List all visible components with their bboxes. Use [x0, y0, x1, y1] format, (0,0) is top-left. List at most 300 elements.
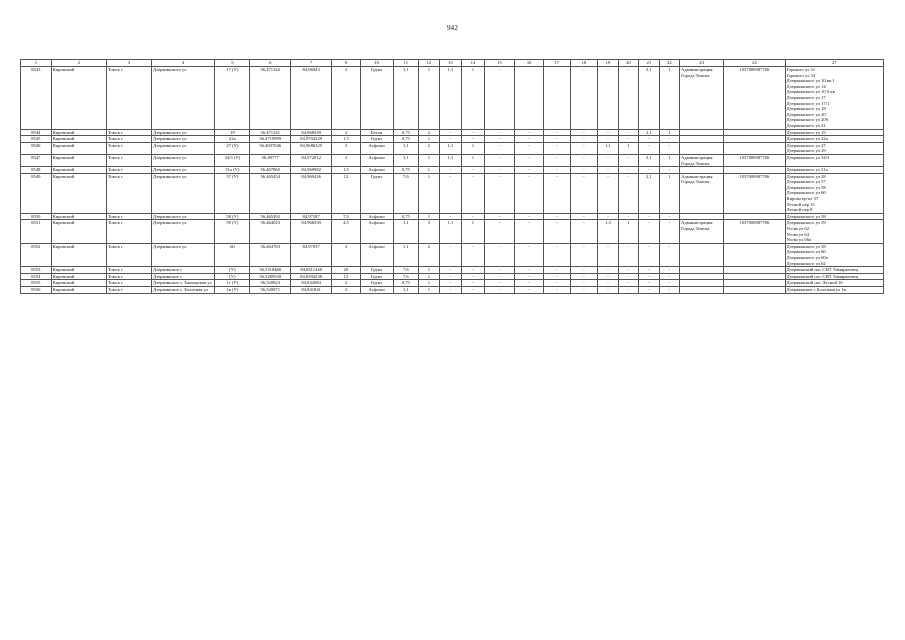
address-line: Дзержинского ул 14 [786, 83, 826, 89]
address-line: Усова ул 62 [786, 226, 809, 232]
table-cell: Томск г [106, 267, 151, 274]
table-cell: 7,5 [332, 213, 361, 220]
table-cell: 84,9686325 [291, 142, 332, 154]
table-cell: 56,5318480 [250, 267, 291, 274]
table-cell: Томск г [106, 173, 151, 213]
address-line: Дзержинского ул 58 [786, 184, 826, 190]
table-cell: - [515, 286, 544, 293]
address-line: Дзержинского ул 10 б кв [786, 89, 835, 95]
table-cell: Грунт [360, 267, 393, 274]
address-line: Дзержинского ул 58 [786, 243, 826, 249]
addresses-cell [785, 286, 883, 293]
table-cell: 84,972012 [291, 154, 332, 166]
table-cell [724, 213, 785, 220]
table-cell: 8549 [21, 173, 52, 213]
table-cell [680, 213, 724, 220]
table-cell: - [570, 67, 598, 130]
table-cell: 1037000087706 [724, 173, 785, 213]
table-cell: 56,467865 [250, 167, 291, 174]
table-cell: 1,1 [393, 142, 419, 154]
table-cell: 1 [659, 129, 679, 136]
table-cell: 59 (У) [215, 220, 250, 243]
table-row [21, 154, 884, 166]
table-cell: - [570, 280, 598, 287]
address-line: Дзержинского ул 20б [786, 117, 829, 123]
address-line: Дзержинского ул 17 [786, 94, 826, 100]
table-cell: 12 [332, 173, 361, 213]
table-cell: Дзержинское с, Болотная ул [152, 286, 215, 293]
table-cell: 1,5 [332, 167, 361, 174]
column-header: 24 [724, 60, 785, 67]
table-cell: - [618, 167, 638, 174]
table-cell: - [639, 142, 659, 154]
address-line: Дзержинский пос СНТ Тимирязевец [786, 267, 859, 273]
table-cell [680, 273, 724, 280]
table-cell [680, 267, 724, 274]
table-cell: - [618, 173, 638, 213]
table-cell: 3 [332, 142, 361, 154]
table-cell: Дзержинского ул [152, 67, 215, 130]
table-cell [680, 136, 724, 143]
table-cell: 56,471241 [250, 129, 291, 136]
table-cell: 1,3 [598, 220, 618, 243]
table-cell: 51а (У) [215, 167, 250, 174]
table-cell: - [543, 286, 570, 293]
table-cell: Кировский [51, 167, 106, 174]
table-cell: - [484, 167, 515, 174]
addresses-cell [785, 280, 883, 287]
table-cell: 84,969436 [291, 173, 332, 213]
column-header: 3 [106, 60, 151, 67]
column-header: 17 [543, 60, 570, 67]
table-cell: 1 [618, 220, 638, 243]
table-cell [543, 67, 570, 130]
table-cell: Томск г [106, 67, 151, 130]
address-line: Дзержинского ул 19 [786, 129, 826, 135]
table-cell: Томск г [106, 136, 151, 143]
table-cell: - [598, 280, 618, 287]
table-cell: Дзержинское с, Бакчарская ул [152, 280, 215, 287]
table-cell: - [543, 280, 570, 287]
table-cell: Томск г [106, 142, 151, 154]
table-cell: - [598, 213, 618, 220]
table-cell: 4,5 [332, 220, 361, 243]
table-cell: - [484, 154, 515, 166]
address-line: Дзержинский пос Лесной 16 [786, 280, 843, 286]
table-cell: 7,6 [393, 267, 419, 274]
table-cell: Томск г [106, 220, 151, 243]
table-cell: 57 (У) [215, 173, 250, 213]
table-cell: - [543, 243, 570, 266]
table-cell: - [515, 213, 544, 220]
addresses-cell [785, 129, 883, 136]
table-cell: Администрация Города Томска [680, 220, 724, 243]
table-cell: 1 [419, 273, 439, 280]
table-cell: 1 [419, 280, 439, 287]
table-cell: Дзержинского ул [152, 167, 215, 174]
table-cell [724, 267, 785, 274]
table-cell: - [659, 167, 679, 174]
table-cell: 56,4697046 [250, 142, 291, 154]
addresses-cell [785, 142, 883, 154]
column-header: 2 [51, 60, 106, 67]
table-cell: - [515, 273, 544, 280]
table-cell: - [570, 286, 598, 293]
column-header: 1 [21, 60, 52, 67]
table-cell: 1 [462, 154, 485, 166]
table-cell: 2 [332, 67, 361, 130]
table-cell: - [462, 173, 485, 213]
table-cell: 84,966339 [291, 220, 332, 243]
table-cell: Асфальт [360, 220, 393, 243]
table-cell: Томск г [106, 154, 151, 166]
table-cell: - [543, 220, 570, 243]
addresses-cell [785, 267, 883, 274]
address-line: Дзержинского ул 60а [786, 255, 828, 260]
table-cell: 2 [332, 154, 361, 166]
table-cell: 1 [419, 67, 439, 130]
column-header-row [21, 60, 884, 67]
table-cell: Кировский [51, 173, 106, 213]
addresses-cell [785, 136, 883, 143]
table-cell: - [543, 273, 570, 280]
table-cell: Томск г [106, 129, 151, 136]
table-cell: 1,1 [439, 154, 462, 166]
table-cell: 2,1 [639, 173, 659, 213]
table-cell: Томск г [106, 286, 151, 293]
table-cell: 8552 [21, 243, 52, 266]
table-cell: Томск г [106, 167, 151, 174]
table-cell: (У) [215, 273, 250, 280]
table-cell: Грунт [360, 280, 393, 287]
table-cell: 1,1 [439, 220, 462, 243]
table-cell: Грунт [360, 136, 393, 143]
table-cell: 19 [215, 129, 250, 136]
address-line: Дзержинское с Болотная ул 1в [786, 286, 846, 292]
table-cell: - [515, 220, 544, 243]
table-cell: Кировский [51, 267, 106, 274]
table-cell: Дзержинского ул [152, 243, 215, 266]
table-cell: - [639, 220, 659, 243]
table-cell: - [570, 154, 598, 166]
table-cell: - [659, 220, 679, 243]
table-cell: 22а [215, 136, 250, 143]
table-cell: - [515, 173, 544, 213]
table-cell: - [462, 213, 485, 220]
table-cell: - [515, 280, 544, 287]
column-header: 4 [152, 60, 215, 67]
table-cell: - [639, 243, 659, 266]
table-cell: 56,465454 [250, 173, 291, 213]
table-cell: - [439, 136, 462, 143]
address-line: Кирова пр-кт 37 [786, 196, 819, 202]
addresses-cell [785, 220, 883, 243]
table-row [21, 142, 884, 154]
table-cell: 12 [332, 273, 361, 280]
table-cell: - [515, 142, 544, 154]
table-cell: - [639, 273, 659, 280]
table-cell: Асфальт [360, 167, 393, 174]
table-cell: 1 [659, 67, 679, 130]
table-cell: - [598, 273, 618, 280]
address-line: Горького ул 33 [786, 72, 816, 78]
table-cell: - [543, 267, 570, 274]
table-cell: 1 [659, 154, 679, 166]
table-cell [724, 243, 785, 266]
addresses-cell [785, 213, 883, 220]
address-line: Горького ул 31 [786, 67, 816, 72]
table-cell: 1 [419, 136, 439, 143]
address-line: Дзержинского ул 57 [786, 179, 826, 185]
table-cell: Кировский [51, 280, 106, 287]
table-cell: 56,520871 [250, 286, 291, 293]
table-cell: 2 [332, 280, 361, 287]
column-header: 20 [618, 60, 638, 67]
table-cell: Кировский [51, 129, 106, 136]
table-cell: Грунт [360, 273, 393, 280]
table-cell: Асфальт [360, 154, 393, 166]
table-cell: Дзержинского ул [152, 129, 215, 136]
column-header: 11 [393, 60, 419, 67]
table-cell: 2,1 [639, 129, 659, 136]
address-line: Дзержинского ул 59 [786, 220, 826, 226]
table-cell: 8544 [21, 129, 52, 136]
table-cell: 1037000087706 [724, 154, 785, 166]
column-header: 21 [639, 60, 659, 67]
table-cell: - [570, 173, 598, 213]
address-line: Дзержинского ул 20 [786, 111, 826, 117]
table-row [21, 167, 884, 174]
table-cell: 1,1 [393, 154, 419, 166]
address-line: Дзержинского ул 10 кв 1 [786, 78, 835, 84]
addresses-cell [785, 154, 883, 166]
table-cell: 1,1 [393, 243, 419, 266]
table-cell: 56,464763 [250, 243, 291, 266]
table-cell: Асфальт [360, 213, 393, 220]
table-cell: 56,465492 [250, 213, 291, 220]
table-cell: Дзержинского ул [152, 173, 215, 213]
table-cell: 0,75 [393, 280, 419, 287]
table-cell: 8550 [21, 213, 52, 220]
address-line: Дзержинского ул 22а [786, 136, 828, 142]
table-cell: - [543, 136, 570, 143]
table-cell: Администрация Города Томска [680, 154, 724, 166]
table-cell: Томск г [106, 243, 151, 266]
table-row [21, 129, 884, 136]
addresses-cell [785, 273, 883, 280]
table-cell: Дзержинского ул [152, 154, 215, 166]
table-cell: Дзержинского ул [152, 142, 215, 154]
table-cell: - [598, 286, 618, 293]
table-cell: 84,969982 [291, 167, 332, 174]
table-cell: - [618, 154, 638, 166]
table-cell: 8554 [21, 273, 52, 280]
table-cell: 84,841841 [291, 286, 332, 293]
column-header: 16 [515, 60, 544, 67]
table-cell: 1037000087706 [724, 67, 785, 130]
table-cell: Дзержинского ул [152, 220, 215, 243]
table-cell: Дзержинское с [152, 273, 215, 280]
table-cell: - [639, 286, 659, 293]
table-cell: Кировский [51, 142, 106, 154]
column-header: 6 [250, 60, 291, 67]
table-cell: 1в (У) [215, 286, 250, 293]
column-header: 18 [570, 60, 598, 67]
table-cell: Кировский [51, 136, 106, 143]
table-cell [680, 286, 724, 293]
table-cell: 84,96943 [291, 67, 332, 130]
table-cell: - [570, 273, 598, 280]
table-cell: 1 [462, 67, 485, 130]
table-row [21, 67, 884, 130]
table-cell: Кировский [51, 154, 106, 166]
table-cell: Кировский [51, 213, 106, 220]
table-cell: - [439, 267, 462, 274]
table-cell: - [462, 267, 485, 274]
table-cell: - [484, 273, 515, 280]
table-cell: - [659, 243, 679, 266]
table-cell: Томск г [106, 273, 151, 280]
table-cell: - [462, 280, 485, 287]
table-cell [724, 167, 785, 174]
table-cell: Грунт [360, 67, 393, 130]
table-cell: 2 [419, 129, 439, 136]
table-cell: 1,1 [439, 67, 462, 130]
table-cell [515, 67, 544, 130]
table-cell: - [515, 167, 544, 174]
address-line: Дзержинский пос СНТ Тимирязевец [786, 273, 859, 279]
table-cell: - [570, 243, 598, 266]
table-cell: Администрация Города Томска [680, 67, 724, 130]
table-cell: 58 (У) [215, 213, 250, 220]
column-header: 9 [332, 60, 361, 67]
table-cell: Бетон [360, 129, 393, 136]
table-cell: - [484, 286, 515, 293]
table-cell: 0,75 [393, 167, 419, 174]
table-cell: 84,97037 [291, 243, 332, 266]
table-cell: 8551 [21, 220, 52, 243]
table-cell: Кировский [51, 286, 106, 293]
table-cell: - [484, 136, 515, 143]
table-cell: - [618, 136, 638, 143]
table-cell: 1 [419, 286, 439, 293]
table-cell: 8546 [21, 142, 52, 154]
table-cell: 3 [419, 220, 439, 243]
table-cell: 56,520823 [250, 280, 291, 287]
table-cell: - [462, 243, 485, 266]
table-cell: - [484, 280, 515, 287]
table-cell: 1,1 [393, 220, 419, 243]
table-cell: 7,6 [393, 173, 419, 213]
table-cell: - [484, 220, 515, 243]
address-line: Дзержинского ул 28 [786, 173, 826, 179]
table-cell: - [570, 129, 598, 136]
table-cell: 3 [332, 243, 361, 266]
table-cell: 27 (У) [215, 142, 250, 154]
address-line: Дзержинского ул 34/3 [786, 154, 830, 160]
column-header: 15 [484, 60, 515, 67]
table-cell: - [484, 267, 515, 274]
table-cell: 2 [332, 129, 361, 136]
addresses-cell [785, 67, 883, 130]
table-cell [680, 243, 724, 266]
table-cell: Кировский [51, 273, 106, 280]
table-cell [724, 129, 785, 136]
table-cell: - [515, 267, 544, 274]
table-cell: - [598, 267, 618, 274]
table-cell: 1,5 [332, 136, 361, 143]
table-cell: - [598, 167, 618, 174]
table-cell: 8547 [21, 154, 52, 166]
table-cell: Дзержинское с [152, 267, 215, 274]
table-cell [680, 129, 724, 136]
table-cell: 1,1 [393, 67, 419, 130]
table-cell: 0,75 [393, 136, 419, 143]
table-cell: Кировский [51, 243, 106, 266]
table-cell: - [543, 129, 570, 136]
table-cell: - [462, 167, 485, 174]
table-cell: - [484, 173, 515, 213]
address-line: Дзержинского ул 51а [786, 167, 828, 173]
table-cell: - [543, 154, 570, 166]
table-cell: - [659, 286, 679, 293]
address-line: Дзержинского ул 27 [786, 142, 826, 148]
table-cell: - [598, 67, 618, 130]
table-row [21, 286, 884, 293]
table-cell: - [439, 129, 462, 136]
table-cell: - [618, 273, 638, 280]
table-cell: 1 [419, 173, 439, 213]
table-cell: - [484, 213, 515, 220]
table-cell: - [484, 129, 515, 136]
column-header: 10 [360, 60, 393, 67]
table-cell: 0,75 [393, 213, 419, 220]
table-cell: - [659, 280, 679, 287]
addresses-cell [785, 173, 883, 213]
table-cell: - [570, 167, 598, 174]
address-line: Усова ул 66а [786, 237, 812, 243]
table-cell [724, 273, 785, 280]
table-cell [724, 286, 785, 293]
table-cell: 1037000087706 [724, 220, 785, 243]
table-cell: 84,968339 [291, 129, 332, 136]
column-header: 14 [462, 60, 485, 67]
table-cell: 1 [618, 142, 638, 154]
table-cell: - [659, 136, 679, 143]
table-cell: - [639, 213, 659, 220]
table-cell: 56,49777 [250, 154, 291, 166]
table-cell: 0,75 [393, 129, 419, 136]
table-cell: 1 [419, 213, 439, 220]
column-header: 13 [439, 60, 462, 67]
table-cell [680, 167, 724, 174]
table-cell: Кировский [51, 220, 106, 243]
table-cell: 1 [419, 167, 439, 174]
page-number: 942 [446, 24, 459, 32]
table-cell: - [570, 220, 598, 243]
table-cell: - [462, 129, 485, 136]
table-cell: - [515, 129, 544, 136]
table-cell [724, 136, 785, 143]
table-cell: - [439, 173, 462, 213]
table-cell: - [598, 154, 618, 166]
table-cell: (У) [215, 267, 250, 274]
table-cell: 1г (У) [215, 280, 250, 287]
table-cell: - [484, 67, 515, 130]
column-header: 7 [291, 60, 332, 67]
table-cell: - [659, 273, 679, 280]
table-cell: - [618, 280, 638, 287]
